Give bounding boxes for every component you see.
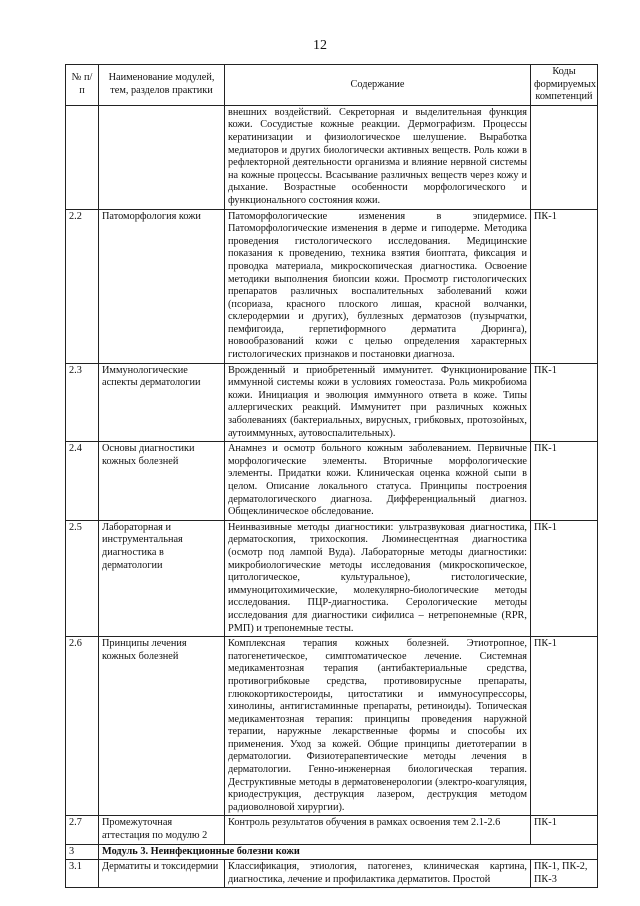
table-row: [66, 637, 598, 816]
row-codes: ПК-1: [531, 816, 598, 844]
row-codes: ПК-1: [531, 520, 598, 636]
row-name: Дерматиты и токсидермии: [99, 860, 225, 888]
table-header-row: [66, 65, 598, 106]
row-num: 2.2: [66, 209, 99, 363]
row-num: [66, 105, 99, 209]
row-content: внешних воздействий. Секреторная и выделительная функция кожи. Сосудистые кожные реакции. Дермографизм. Процессы кератинизации и физиологическое шелушение. Выработка медиаторов и других биологически активных веществ. Роль кожи в рефлекторной деятельности организма и влияние нервной системы на кожные процессы. Всасывание различных веществ через кожу и дыхание. Возрастные особенности морфологического и функционального состояния кожи.: [225, 105, 531, 209]
curriculum-table: [65, 64, 598, 888]
header-num: № п/п: [66, 65, 99, 106]
row-num: 2.3: [66, 363, 99, 442]
row-num: 2.6: [66, 637, 99, 816]
row-num: 2.7: [66, 816, 99, 844]
row-content: Неинвазивные методы диагностики: ультразвуковая диагностика, дерматоскопия, трихоскопия. Люминесцентная диагностика (осмотр под лампой Вуда). Лабораторные методы диагностики: микробиологические методы исследования (микроскопическое, цитологическое, культуральное), гистологические, иммуноцитохимические, молекулярно-биологические методы исследования. ПЦР-диагностика. Серологические методы исследования для диагностики сифилиса – нетрепонемные (RPR, РМП) и трепонемные тесты.: [225, 520, 531, 636]
row-name: Патоморфология кожи: [99, 209, 225, 363]
header-name: Наименование модулей, тем, разделов практики: [99, 65, 225, 106]
table-row: [66, 209, 598, 363]
row-codes: ПК-1: [531, 637, 598, 816]
row-content: Анамнез и осмотр больного кожным заболеванием. Первичные морфологические элементы. Вторичные морфологические элементы. Придатки кожи. Клиническая оценка кожной сыпи в целом. Описание локального статуса. Принципы построения дерматологического диагноза. Дифференциальный диагноз. Общеклиническое обследование.: [225, 442, 531, 521]
row-name: Принципы лечения кожных болезней: [99, 637, 225, 816]
row-num: 2.5: [66, 520, 99, 636]
row-name: Промежуточная аттестация по модулю 2: [99, 816, 225, 844]
row-content: Комплексная терапия кожных болезней. Этиотропное, патогенетическое, симптоматическое лечение. Системная медикаментозная терапия (антибактериальные средства, противогрибковые средства, противовирусные препараты, глюкокортикостероиды, цитостатики и иммуносупрессоры, хинолины, антигистаминные препараты, ретиноиды). Топическая медикаментозная терапия: принципы проведения наружной терапии, наружные лекарственные формы и способы их применения. Уход за кожей. Общие принципы диетотерапии в дерматологии. Физиотерапевтические методы лечения в дерматологии. Генно-инженерная биологическая терапия. Деструктивные методы в дерматовенерологии (электро-коагуляция, криодеструкция, деструкция лазером, деструкция методом радиоволновой хирургии).: [225, 637, 531, 816]
table-row: [66, 363, 598, 442]
table-row: [66, 860, 598, 888]
module-num: 3: [66, 844, 99, 860]
table-row: [66, 816, 598, 844]
row-num: 2.4: [66, 442, 99, 521]
row-name: Иммунологические аспекты дерматологии: [99, 363, 225, 442]
row-name: Лабораторная и инструментальная диагностика в дерматологии: [99, 520, 225, 636]
table-row: [66, 520, 598, 636]
row-num: 3.1: [66, 860, 99, 888]
row-content: Контроль результатов обучения в рамках освоения тем 2.1-2.6: [225, 816, 531, 844]
module-title: Модуль 3. Неинфекционные болезни кожи: [99, 844, 598, 860]
page-number: 12: [313, 38, 327, 53]
header-codes: Коды формируемых компетенций: [531, 65, 598, 106]
row-name: [99, 105, 225, 209]
row-codes: ПК-1, ПК-2, ПК-3: [531, 860, 598, 888]
row-name: Основы диагностики кожных болезней: [99, 442, 225, 521]
row-codes: ПК-1: [531, 363, 598, 442]
row-content: Классификация, этиология, патогенез, клиническая картина, диагностика, лечение и профилактика дерматитов. Простой: [225, 860, 531, 888]
row-content: Патоморфологические изменения в эпидермисе. Патоморфологические изменения в дерме и гиподерме. Методика проведения гистологического исследования. Медицинские показания к проведению, техника взятия биоптата, фиксация и проводка материала, микроскопическая диагностика. Освоение методики выполнения биопсии кожи. Просмотр гистологических препаратов различных воспалительных заболеваний кожи (псориаза, красного плоского лишая, красной волчанки, склеродермии и других), буллезных дерматозов (пузырчатки, пемфигоида, герпетиформного дерматита Дюринга), новообразований кожи с целью определения характерных гистологических признаков и постановки диагноза.: [225, 209, 531, 363]
row-content: Врожденный и приобретенный иммунитет. Функционирование иммунной системы кожи в условиях гомеостаза. Роль микробиома кожи. Инициация и эволюция иммунного ответа в коже. Типы аллергических реакций. Иммунитет при различных кожных заболеваниях (бактериальных, вирусных, грибковых, протозойных, аутоиммунных, аутовоспалительных).: [225, 363, 531, 442]
row-codes: ПК-1: [531, 442, 598, 521]
table-row: [66, 442, 598, 521]
header-content: Содержание: [225, 65, 531, 106]
module-row: [66, 844, 598, 860]
row-codes: [531, 105, 598, 209]
table-row: [66, 105, 598, 209]
row-codes: ПК-1: [531, 209, 598, 363]
